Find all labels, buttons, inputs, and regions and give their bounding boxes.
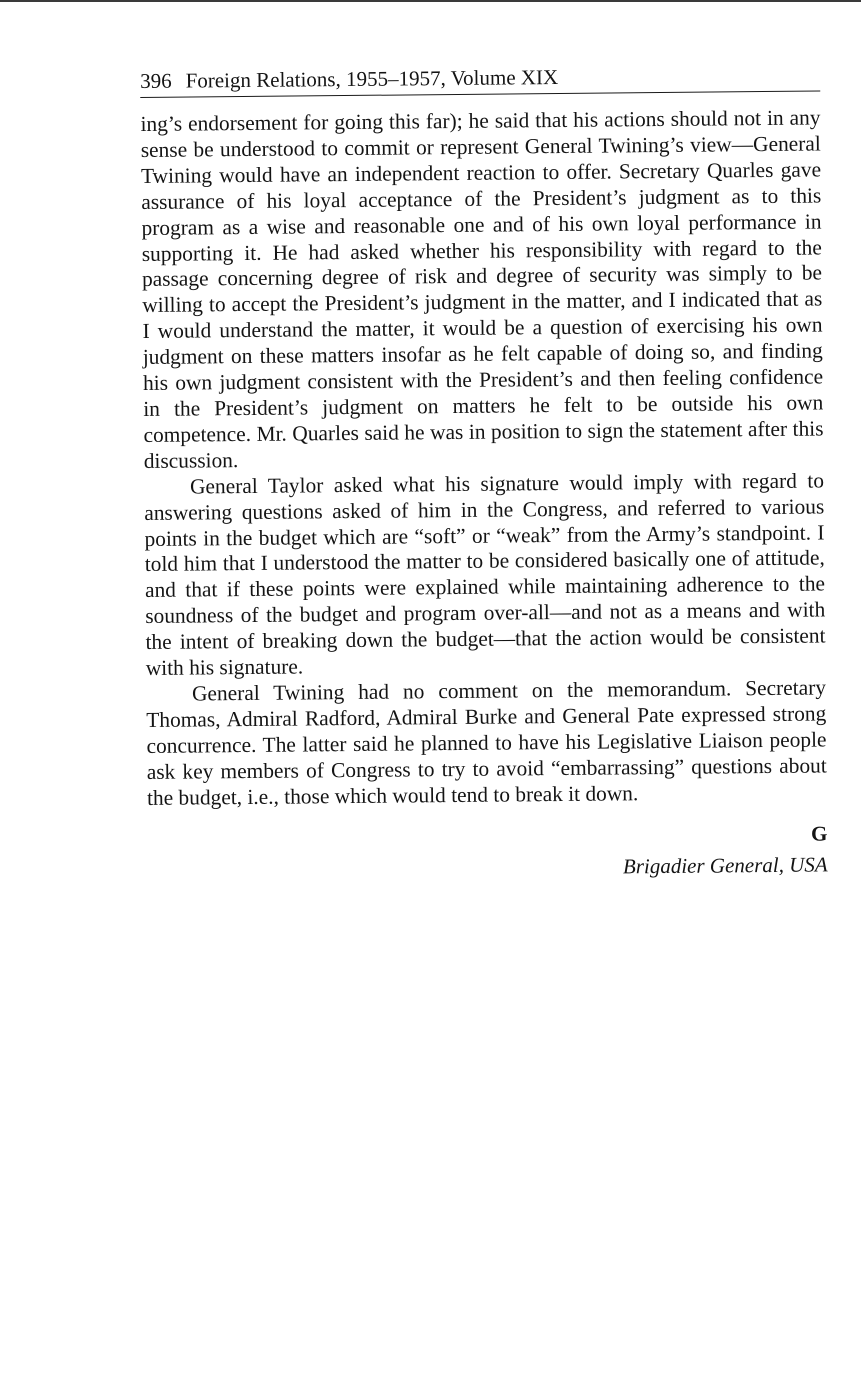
running-title: Foreign Relations, 1955–1957, Volume XIX [185,64,559,93]
running-header [140,61,820,98]
paragraph-general-twining: General Twining had no comment on the memorandum. Secretary Thomas, Admiral Radford, Admiral Burke and General Pate expressed strong concurrence. The latter said he planned to have his Legislative Liaison people ask key members of Congress to try to avoid “embarrassing” questions about the budget, i.e., those which would tend to break it down. [146,675,827,810]
signature-initial: G [810,821,828,847]
paragraph-continued: ing’s endorsement for going this far); he said that his actions should not in any sense be understood to commit or represent General Twining’s view—General Twining would have an independent reaction to offer. Secretary Quarles gave assurance of his loyal acceptance of the President’s judgment as to this program as a wise and reasonable one and of his own loyal performance in supporting it. He had asked whether his responsibility with regard to the passage concerning degree of risk and degree of security was simply to be willing to accept the President’s judgment in the matter, and I indicated that as I would understand the matter, it would be a question of exercising his own judgment on these matters insofar as he felt capable of doing so, and finding his own judgment consistent with the President’s and then feeling confidence in the President’s judgment on matters he felt to be outside his own competence. Mr. Quarles said he was in position to sign the statement after this discussion. [140,105,824,473]
body-text [140,105,827,811]
page-number: 396 [140,68,172,93]
page-top-edge [0,0,861,2]
signature-block [147,821,828,886]
signature-title: Brigadier General, USA [622,852,828,879]
document-page [140,61,828,885]
paragraph-general-taylor: General Taylor asked what his signature would imply with regard to answering questions asked of him in the Congress, and referred to various points in the budget which are “soft” or “weak” from the Army’s standpoint. I told him that I understood the matter to be considered basically one of attitude, and that if these points were explained while maintaining adherence to the soundness of the budget and program over-all—and not as a means and with the intent of breaking down the budget—that the action would be consistent with his signature. [144,468,826,681]
